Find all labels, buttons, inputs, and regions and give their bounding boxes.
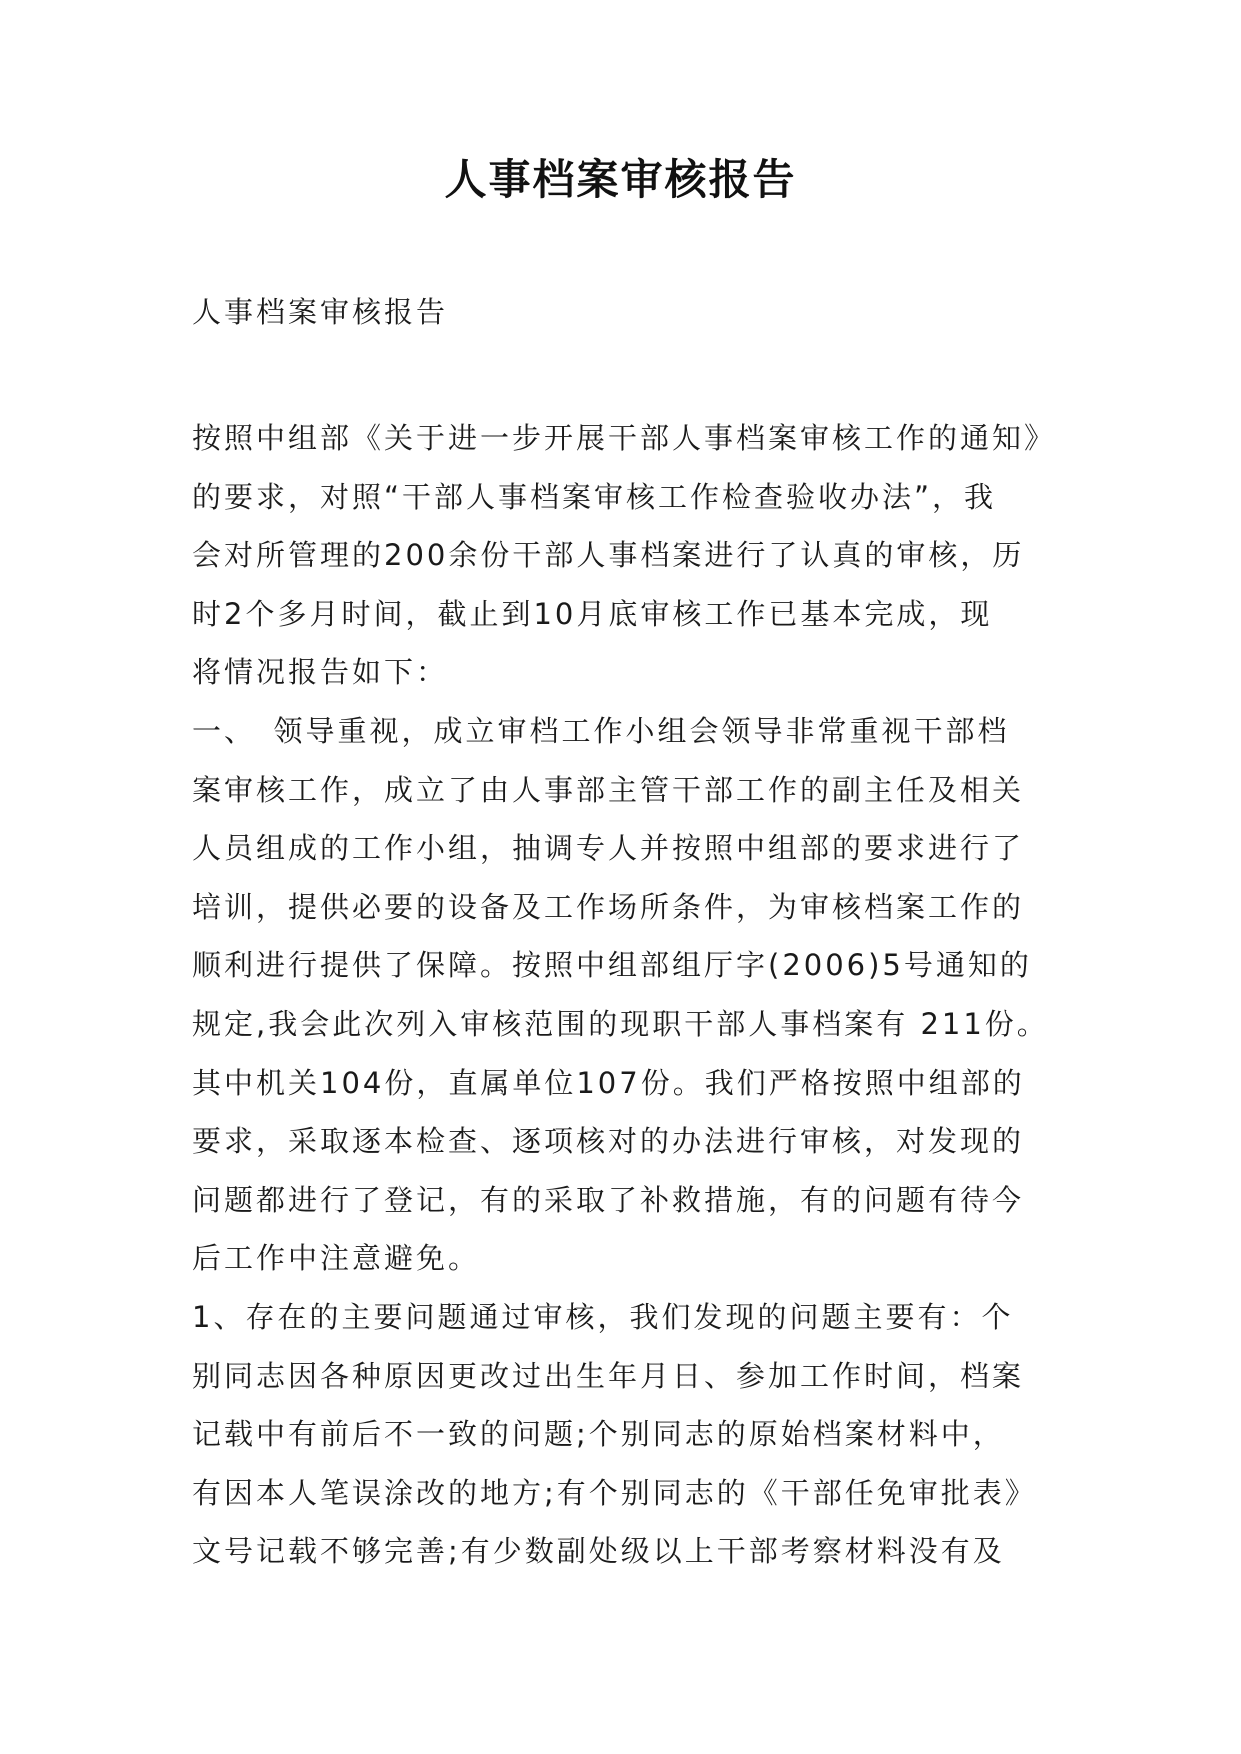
body-line: 人员组成的工作小组，抽调专人并按照中组部的要求进行了 — [192, 831, 1025, 866]
body-line: 1、存在的主要问题通过审核，我们发现的问题主要有：个 — [192, 1299, 1014, 1334]
body-line: 有因本人笔误涂改的地方;有个别同志的《干部任免审批表》 — [192, 1475, 1037, 1510]
document-body — [192, 409, 1072, 1581]
body-line: 的要求，对照“干部人事档案审核工作检查验收办法”，我 — [192, 479, 997, 514]
body-line: 规定,我会此次列入审核范围的现职干部人事档案有 211份。 — [192, 1006, 1049, 1041]
body-line: 时2个多月时间，截止到10月底审核工作已基本完成，现 — [192, 596, 993, 631]
body-line: 别同志因各种原因更改过出生年月日、参加工作时间，档案 — [192, 1358, 1025, 1393]
body-line: 按照中组部《关于进一步开展干部人事档案审核工作的通知》 — [192, 421, 1057, 455]
body-line: 案审核工作，成立了由人事部主管干部工作的副主任及相关 — [192, 772, 1025, 807]
body-line: 一、 领导重视，成立审档工作小组会领导非常重视干部档 — [192, 713, 1010, 748]
body-line: 后工作中注意避免。 — [192, 1241, 481, 1276]
body-line: 文号记载不够完善;有少数副处级以上干部考察材料没有及 — [192, 1534, 1005, 1569]
body-line: 问题都进行了登记，有的采取了补救措施，有的问题有待今 — [192, 1182, 1025, 1217]
body-line: 将情况报告如下： — [192, 655, 449, 690]
body-line: 记载中有前后不一致的问题;个别同志的原始档案材料中， — [192, 1417, 1005, 1452]
body-line: 会对所管理的200余份干部人事档案进行了认真的审核，历 — [192, 538, 1025, 573]
body-line: 要求，采取逐本检查、逐项核对的办法进行审核，对发现的 — [192, 1124, 1025, 1159]
document-title: 人事档案审核报告 — [444, 155, 797, 204]
body-line: 其中机关104份，直属单位107份。我们严格按照中组部的 — [192, 1065, 1025, 1100]
body-line: 培训，提供必要的设备及工作场所条件，为审核档案工作的 — [192, 889, 1025, 924]
document-subtitle: 人事档案审核报告 — [192, 295, 449, 329]
body-line: 顺利进行提供了保障。按照中组部组厅字(2006)5号通知的 — [192, 948, 1032, 983]
